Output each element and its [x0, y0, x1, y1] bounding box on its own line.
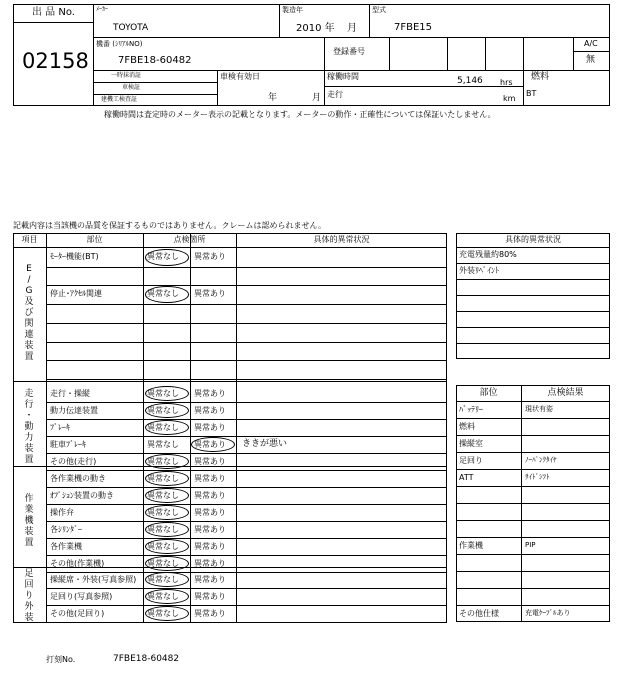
- hours-value: 5,146: [457, 76, 483, 86]
- row-part: ﾓｰﾀｰ機能(BT): [50, 252, 99, 261]
- row-part: 各ｼﾘﾝﾀﾞｰ: [50, 525, 82, 534]
- right-bottom-part: その他仕様: [459, 609, 499, 618]
- abnormal-option: 異常あり: [194, 252, 226, 261]
- selected-circle: [145, 471, 189, 486]
- maker-label: ﾒｰｶｰ: [96, 6, 109, 13]
- year-label: 製造年: [282, 6, 303, 14]
- row-part: 操縦席・外装(写真参照): [50, 575, 137, 584]
- normal-option: 異常なし: [147, 289, 179, 299]
- normal-option: 異常なし: [147, 542, 179, 551]
- normal-option: 異常なし: [147, 609, 179, 618]
- normal-option: 異常なし: [147, 592, 179, 601]
- right-bottom-part: 燃料: [459, 422, 475, 431]
- selected-circle: [145, 589, 189, 604]
- table-header: 項目: [21, 235, 38, 244]
- row-part: その他(作業機): [50, 559, 105, 568]
- reg-no-label: 登録番号: [333, 47, 365, 56]
- hours-note: 稼働時間は査定時のメーター表示の記載となります。メーターの動作・正確性については保証いたしません。: [104, 110, 496, 119]
- normal-option: 異常なし: [147, 389, 179, 398]
- row-part: ﾌﾞﾚｰｷ: [50, 423, 70, 432]
- abnormal-option: 異常あり: [194, 289, 226, 299]
- abnormal-option: 異常あり: [194, 508, 226, 517]
- abnormal-option: 異常あり: [194, 559, 226, 568]
- expiry-year-unit: 年: [268, 93, 278, 103]
- mileage-label: 走行: [327, 90, 343, 99]
- row-part: 足回り(写真参照): [50, 592, 113, 601]
- selected-circle: [145, 522, 189, 537]
- normal-option: 異常なし: [147, 423, 179, 432]
- normal-option: 異常なし: [147, 575, 179, 584]
- row-part: 走行・操縦: [50, 389, 90, 398]
- group-name: E / G 及 び 関 連 装 置: [24, 263, 34, 362]
- maker-value: TOYOTA: [113, 23, 149, 33]
- inspection-expiry-label: 車検有効日: [220, 72, 260, 81]
- right-bottom-header: 点検結果: [547, 388, 584, 398]
- abnormal-option: 異常あり: [194, 609, 226, 618]
- row-part: ｵﾌﾟｼｮﾝ装置の動き: [50, 491, 114, 500]
- normal-option: 異常なし: [147, 491, 179, 500]
- vehicle-cert-label: 車検証: [122, 84, 141, 91]
- table-header: 部位: [86, 235, 103, 244]
- right-bottom-part: 操縦室: [459, 439, 483, 448]
- header-section: [13, 4, 610, 106]
- temp-permit-label: 一時抹消証: [111, 72, 142, 79]
- model-value: 7FBE15: [394, 22, 433, 33]
- row-part: 駐車ﾌﾞﾚｰｷ: [50, 440, 86, 449]
- abnormal-option: 異常あり: [194, 423, 226, 432]
- group-name: 足 回 り 外 装: [24, 569, 34, 623]
- machine-no-value: 7FBE18-60482: [118, 55, 192, 66]
- group-name: 作 業 機 装 置: [24, 493, 34, 548]
- row-part: その他(足回り): [50, 609, 105, 618]
- serial-number: 02158: [22, 49, 89, 73]
- abnormal-option: 異常あり: [194, 440, 226, 449]
- selected-circle: [145, 556, 189, 571]
- right-bottom-result: ｻｲﾄﾞｼﾌﾄ: [525, 473, 550, 481]
- serial-label: 出 品 No.: [32, 7, 75, 18]
- stamp-label: 打刻No.: [46, 655, 76, 664]
- ac-value: 無: [586, 55, 596, 65]
- month-unit: 月: [347, 23, 357, 34]
- row-part: 操作弁: [50, 508, 74, 517]
- selected-circle: [191, 437, 235, 452]
- normal-option: 異常なし: [147, 457, 179, 466]
- normal-option: 異常なし: [147, 440, 179, 449]
- right-bottom-part: 足回り: [459, 456, 483, 465]
- fuel-value: BT: [526, 89, 537, 98]
- table-header: 具体的異常状況: [313, 235, 370, 244]
- row-detail: ききが悪い: [242, 439, 288, 449]
- group-name: 走 行 ・ 動 力 装 置: [24, 389, 34, 465]
- selected-circle: [145, 488, 189, 503]
- model-label: 型式: [372, 6, 386, 14]
- right-bottom-part: ﾊﾞｯﾃﾘｰ: [459, 405, 483, 414]
- km-unit: km: [503, 94, 516, 103]
- right-bottom-result: PIP: [525, 541, 536, 549]
- selected-circle: [145, 249, 189, 266]
- disclaimer: 記載内容は当該機の品質を保証するものではありません。クレームは認められません。: [13, 221, 326, 230]
- row-part: その他(走行): [50, 457, 97, 466]
- selected-circle: [145, 572, 189, 587]
- abnormal-option: 異常あり: [194, 474, 226, 483]
- stamp-value: 7FBE18-60482: [113, 654, 180, 664]
- normal-option: 異常なし: [147, 525, 179, 534]
- right-top-row: 充電残量約80%: [459, 250, 517, 259]
- selected-circle: [145, 420, 189, 435]
- normal-option: 異常なし: [147, 559, 179, 568]
- right-bottom-part: 作業機: [459, 541, 483, 550]
- fuel-label: 燃料: [531, 72, 550, 82]
- right-bottom-part: ATT: [459, 473, 474, 482]
- abnormal-option: 異常あり: [194, 542, 226, 551]
- expiry-month-unit: 月: [312, 93, 322, 103]
- normal-option: 異常なし: [147, 508, 179, 517]
- table-header: 点検箇所: [173, 235, 206, 244]
- right-bottom-header: 部位: [479, 388, 498, 398]
- hours-unit: hrs: [500, 78, 513, 87]
- row-part: 動力伝達装置: [50, 406, 98, 415]
- abnormal-option: 異常あり: [194, 491, 226, 500]
- hours-label: 稼働時間: [327, 72, 359, 81]
- abnormal-option: 異常あり: [194, 525, 226, 534]
- year-value: 2010 年: [296, 23, 335, 34]
- selected-circle: [145, 386, 189, 401]
- selected-circle: [145, 505, 189, 520]
- selected-circle: [145, 606, 189, 621]
- row-part: 各作業機: [50, 542, 82, 551]
- right-bottom-result: ﾉｰﾊﾟﾝｸﾀｲﾔ: [525, 456, 557, 464]
- normal-option: 異常なし: [147, 406, 179, 415]
- ac-label: A/C: [584, 39, 598, 48]
- abnormal-option: 異常あり: [194, 457, 226, 466]
- right-top-header: 具体的異常状況: [505, 235, 561, 244]
- inspection-cert-label: 建機工検査証: [101, 96, 138, 103]
- normal-option: 異常なし: [147, 252, 179, 261]
- normal-option: 異常なし: [147, 474, 179, 483]
- selected-circle: [145, 403, 189, 418]
- abnormal-option: 異常あり: [194, 406, 226, 415]
- selected-circle: [145, 539, 189, 554]
- abnormal-option: 異常あり: [194, 592, 226, 601]
- abnormal-option: 異常あり: [194, 575, 226, 584]
- right-bottom-result: 現状有姿: [525, 405, 553, 413]
- selected-circle: [145, 286, 189, 303]
- right-top-row: 外装ﾘﾍﾟｲﾝﾄ: [459, 266, 499, 275]
- row-part: 停止･ｱｸｾﾙ関連: [50, 289, 102, 299]
- row-part: 各作業機の動き: [50, 474, 106, 483]
- right-bottom-result: 充電ｹｰﾌﾞﾙあり: [525, 609, 571, 617]
- abnormal-option: 異常あり: [194, 389, 226, 398]
- machine-no-label: 機番 (ｼﾘｱﾙNO): [96, 40, 143, 48]
